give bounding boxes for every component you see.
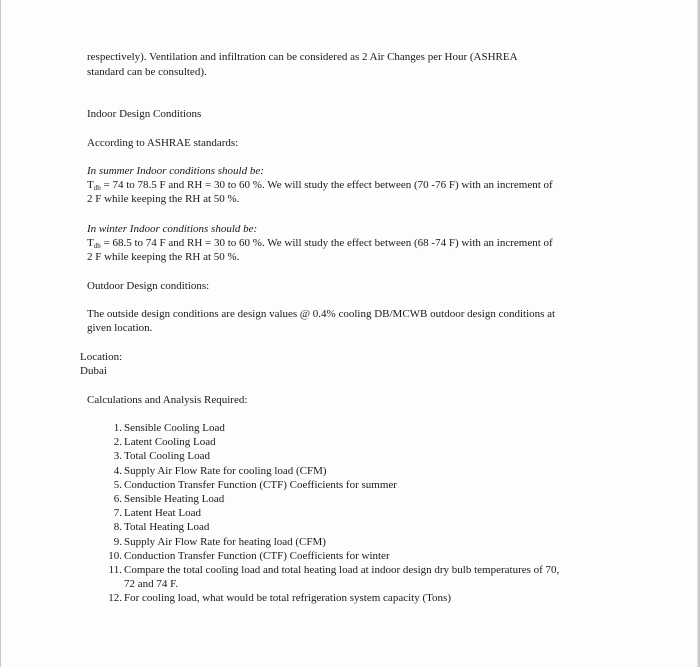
list-item: [100, 563, 559, 591]
list-item-text-line-2: 72 and 74 F.: [124, 578, 179, 591]
list-item-text: For cooling load, what would be total refrigeration system capacity (Tons): [124, 592, 452, 605]
list-item: [100, 549, 559, 563]
winter-t-subscript: db: [93, 242, 101, 250]
list-item-number: 3.: [113, 450, 122, 463]
list-item-number: 6.: [113, 493, 122, 506]
list-item-number: 7.: [113, 507, 122, 520]
list-item-number: 11.: [108, 564, 122, 577]
list-item-number: 10.: [108, 549, 122, 562]
summer-heading: In summer Indoor conditions should be:: [87, 165, 264, 177]
list-item-text: Sensible Heating Load: [124, 493, 225, 506]
list-item: [100, 520, 559, 534]
summer-line-2: 2 F while keeping the RH at 50 %.: [87, 193, 240, 205]
list-item-number: 4.: [113, 464, 122, 477]
summer-t-subscript: db: [93, 184, 101, 192]
outdoor-line-1: The outside design conditions are design values @ 0.4% cooling DB/MCWB outdoor design conditions at: [87, 308, 556, 320]
list-item: [100, 449, 559, 463]
list-item: [100, 591, 559, 605]
list-item-text: Latent Cooling Load: [124, 436, 216, 449]
winter-line-1-text: = 68.5 to 74 F and RH = 30 to 60 %. We will study the effect between (68 -74 F) with an increment of: [100, 237, 553, 249]
list-item-text: [124, 563, 559, 591]
list-item: [100, 506, 559, 520]
list-item-text: Total Heating Load: [124, 521, 210, 534]
list-item: [100, 478, 559, 492]
list-item-text: Conduction Transfer Function (CTF) Coefficients for winter: [124, 549, 390, 562]
winter-t-symbol: T: [87, 237, 94, 249]
list-item-text: Sensible Cooling Load: [124, 422, 225, 434]
calculations-list: [100, 421, 559, 606]
list-item: [100, 492, 559, 506]
outdoor-line-2: given location.: [87, 322, 153, 334]
list-item: [100, 535, 559, 549]
list-item: [100, 421, 559, 435]
calculations-heading: Calculations and Analysis Required:: [87, 394, 248, 406]
list-item-text: Supply Air Flow Rate for cooling load (CFM): [124, 464, 327, 477]
ashrae-standards-line: According to ASHRAE standards:: [87, 137, 239, 149]
list-item-number: 12.: [108, 592, 122, 605]
list-item-number: 1.: [113, 422, 122, 434]
indoor-heading: Indoor Design Conditions: [87, 108, 202, 120]
list-item-number: 2.: [113, 436, 122, 449]
summer-line-1: [87, 178, 553, 192]
outdoor-heading: Outdoor Design conditions:: [87, 280, 210, 292]
list-item-text: Supply Air Flow Rate for heating load (CFM): [124, 535, 326, 548]
list-item: [100, 464, 559, 478]
winter-heading: In winter Indoor conditions should be:: [87, 223, 258, 235]
page-left-edge: [0, 0, 1, 667]
intro-line-1: respectively). Ventilation and infiltration can be considered as 2 Air Changes per Hour (ASHREA: [87, 51, 518, 63]
intro-line-2: standard can be consulted).: [87, 66, 207, 78]
list-item-number: 5.: [113, 478, 122, 491]
list-item-number: 9.: [113, 535, 122, 548]
list-item-number: 8.: [113, 521, 122, 534]
list-item: [100, 435, 559, 449]
list-item-text-line-1: Compare the total cooling load and total heating load at indoor design dry bulb temperatures of 70,: [124, 564, 560, 577]
winter-line-2: 2 F while keeping the RH at 50 %.: [87, 251, 240, 263]
summer-line-1-text: = 74 to 78.5 F and RH = 30 to 60 %. We will study the effect between (70 -76 F) with an increment of: [100, 179, 553, 191]
location-value: Dubai: [80, 365, 107, 377]
summer-t-symbol: T: [87, 179, 94, 191]
location-label: Location:: [80, 351, 123, 363]
list-item-text: Total Cooling Load: [124, 450, 210, 463]
winter-line-1: [87, 236, 553, 250]
list-item-text: Conduction Transfer Function (CTF) Coefficients for summer: [124, 478, 397, 491]
list-item-text: Latent Heat Load: [124, 507, 201, 520]
